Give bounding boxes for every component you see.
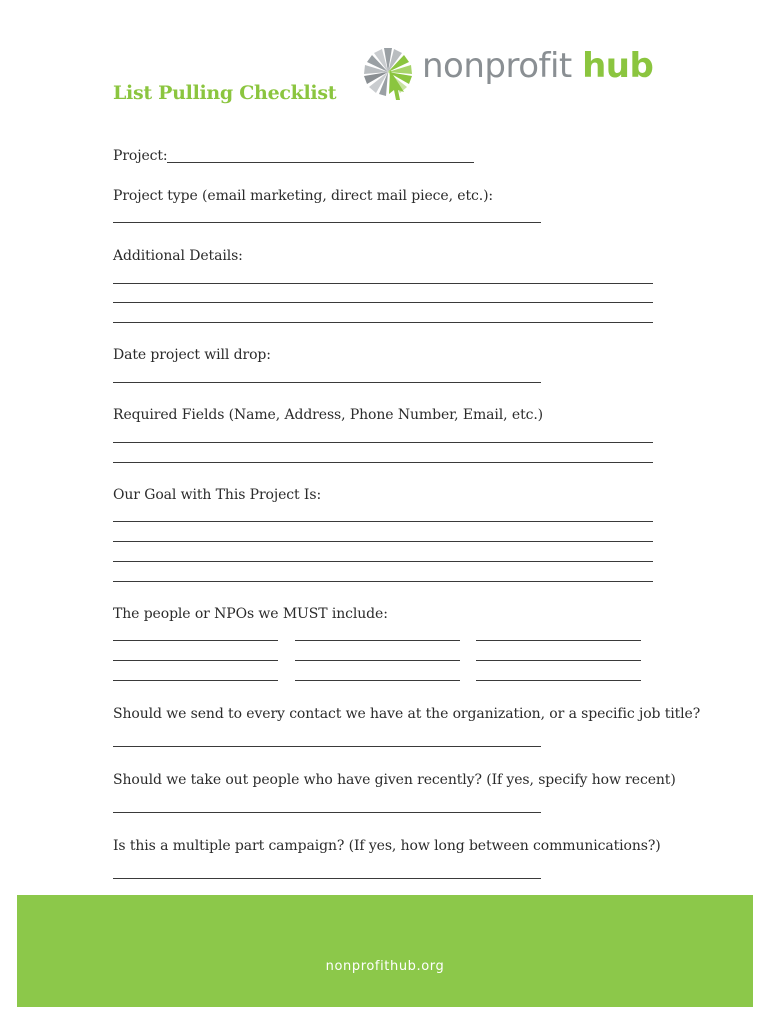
goal-line[interactable] — [113, 581, 653, 582]
multiple-part-line[interactable] — [113, 878, 541, 879]
date-drop-label: Date project will drop: — [113, 347, 271, 363]
goal-line[interactable] — [113, 541, 653, 542]
starburst-logo-icon — [362, 42, 418, 102]
send-every-contact-label: Should we send to every contact we have at the organization, or a specific job title? — [113, 706, 701, 722]
must-include-label: The people or NPOs we MUST include: — [113, 606, 388, 622]
required-fields-label: Required Fields (Name, Address, Phone Number, Email, etc.) — [113, 407, 544, 423]
project-type-line[interactable] — [113, 222, 541, 223]
goal-label: Our Goal with This Project Is: — [113, 487, 322, 503]
footer-url[interactable]: nonprofithub.org — [325, 959, 445, 974]
goal-line[interactable] — [113, 561, 653, 562]
logo-word-hub: hub — [582, 46, 654, 86]
nonprofit-hub-logo — [362, 42, 662, 102]
project-type-label: Project type (email marketing, direct mail piece, etc.): — [113, 188, 494, 204]
must-include-line[interactable] — [476, 660, 641, 661]
must-include-line[interactable] — [295, 680, 460, 681]
additional-details-line[interactable] — [113, 302, 653, 303]
must-include-line[interactable] — [295, 640, 460, 641]
must-include-line[interactable] — [113, 640, 278, 641]
send-every-contact-line[interactable] — [113, 746, 541, 747]
must-include-line[interactable] — [476, 640, 641, 641]
page-title: List Pulling Checklist — [113, 82, 337, 104]
must-include-line[interactable] — [476, 680, 641, 681]
additional-details-line[interactable] — [113, 283, 653, 284]
take-out-given-label: Should we take out people who have given recently? (If yes, specify how recent) — [113, 772, 676, 788]
required-fields-line[interactable] — [113, 462, 653, 463]
required-fields-line[interactable] — [113, 442, 653, 443]
logo-wordmark — [422, 46, 653, 86]
must-include-line[interactable] — [113, 660, 278, 661]
must-include-line[interactable] — [295, 660, 460, 661]
additional-details-line[interactable] — [113, 322, 653, 323]
multiple-part-label: Is this a multiple part campaign? (If yes, how long between communications?) — [113, 838, 661, 854]
additional-details-label: Additional Details: — [113, 248, 243, 264]
date-drop-line[interactable] — [113, 382, 541, 383]
must-include-line[interactable] — [113, 680, 278, 681]
project-label: Project: — [113, 148, 168, 164]
goal-line[interactable] — [113, 521, 653, 522]
take-out-given-line[interactable] — [113, 812, 541, 813]
footer-banner — [17, 895, 753, 1007]
logo-word-nonprofit: nonprofit — [422, 46, 572, 86]
project-line[interactable] — [167, 162, 474, 163]
